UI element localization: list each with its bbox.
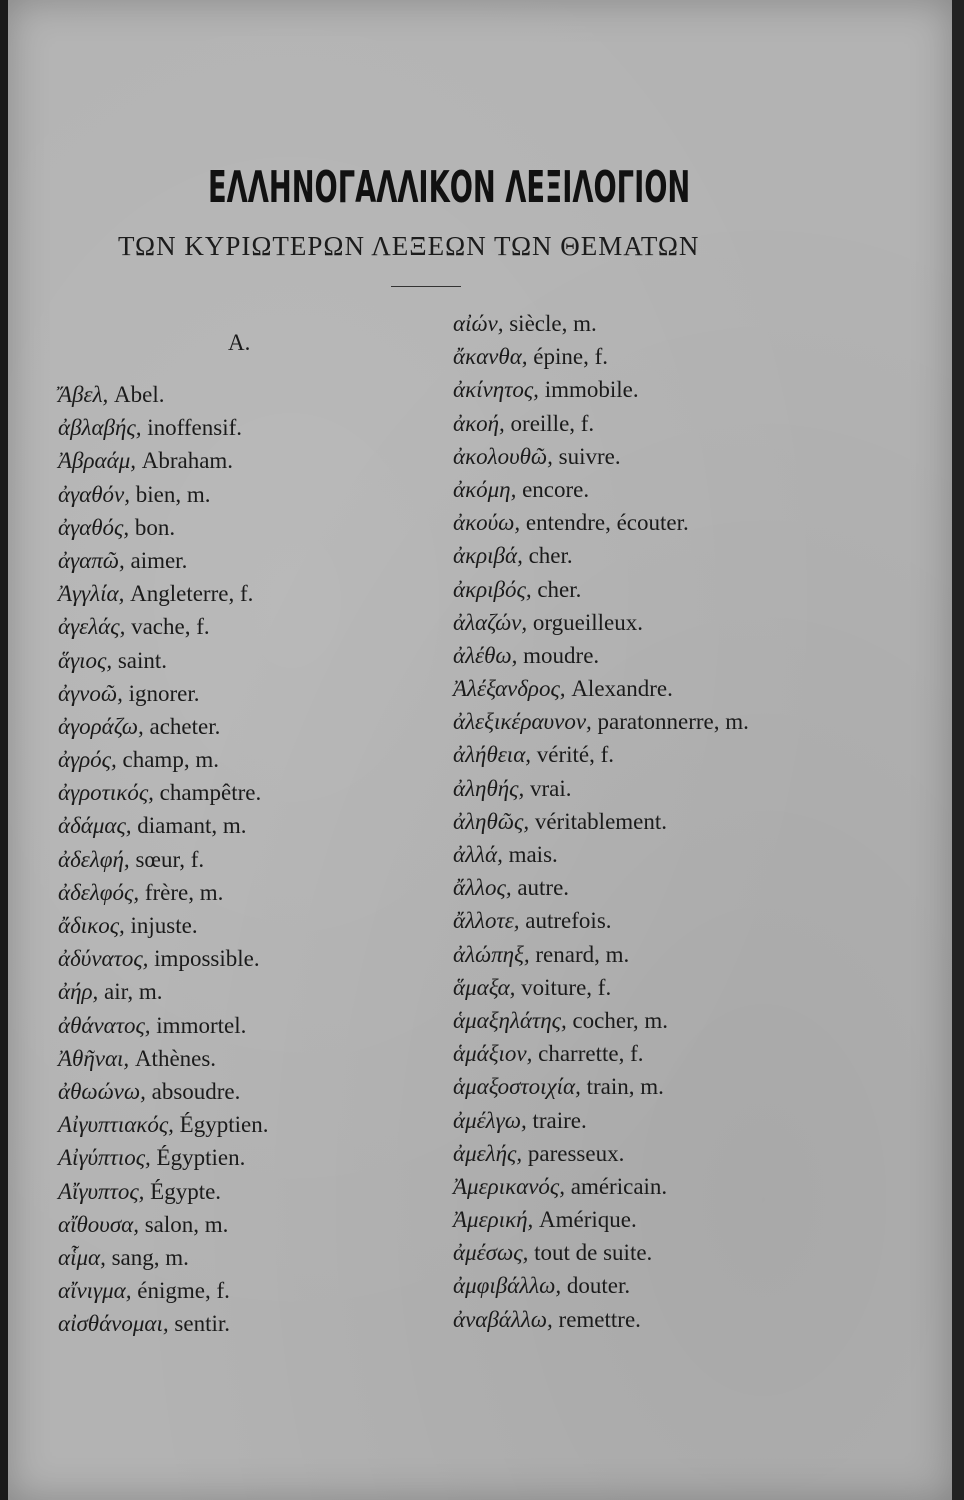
greek-headword: ἀμφιβάλλω,	[453, 1273, 562, 1299]
greek-headword: αἴθουσα,	[58, 1211, 139, 1237]
greek-headword: Ἀμερική,	[453, 1207, 534, 1233]
dictionary-entry	[453, 1170, 873, 1203]
dictionary-entry	[453, 440, 873, 473]
french-translation: charrette, f.	[532, 1041, 644, 1067]
dictionary-entry	[58, 1141, 418, 1174]
dictionary-entry	[58, 809, 418, 842]
french-translation: diamant, m.	[131, 813, 247, 839]
french-translation: salon, m.	[138, 1211, 229, 1237]
dictionary-entry	[58, 444, 418, 477]
dictionary-entry	[453, 340, 873, 373]
french-translation: impossible.	[148, 946, 260, 972]
dictionary-entry	[453, 871, 873, 904]
french-translation: saint.	[112, 647, 168, 673]
greek-headword: Ἀθῆναι,	[58, 1045, 130, 1071]
greek-headword: ἄδικος,	[58, 913, 125, 938]
french-translation: remettre.	[552, 1306, 641, 1332]
dictionary-entry	[453, 1203, 873, 1236]
dictionary-entry	[453, 1236, 873, 1269]
greek-headword: ἀλέθω,	[453, 642, 518, 668]
dictionary-entry	[58, 710, 418, 743]
french-translation: aimer.	[124, 547, 188, 573]
french-translation: autrefois.	[519, 908, 612, 934]
dictionary-entry	[58, 677, 418, 710]
dictionary-entry	[58, 577, 418, 610]
french-translation: cher.	[531, 576, 582, 602]
dictionary-page	[8, 0, 952, 1500]
french-translation: Abraham.	[135, 448, 234, 474]
french-translation: autre.	[511, 875, 570, 901]
greek-headword: ἀμέσως,	[453, 1240, 529, 1266]
dictionary-entry	[453, 606, 873, 639]
greek-headword: Ἀλέξανδρος,	[453, 676, 566, 702]
french-translation: énigme, f.	[131, 1278, 230, 1304]
left-column	[58, 378, 418, 1340]
french-translation: acheter.	[143, 713, 221, 739]
greek-headword: ἀδελφός,	[58, 879, 140, 905]
french-translation: vache, f.	[125, 614, 210, 640]
french-translation: sang, m.	[105, 1244, 189, 1270]
greek-headword: ἀλλά,	[453, 842, 503, 867]
greek-headword: ἀδύνατος,	[58, 946, 149, 972]
section-letter: A.	[228, 330, 251, 355]
greek-headword: Ἄβελ,	[58, 382, 109, 407]
greek-headword: ἀγρός,	[58, 747, 117, 773]
french-translation: orgueilleux.	[527, 609, 643, 635]
dictionary-entry	[453, 1137, 873, 1170]
french-translation: bien, m.	[129, 481, 211, 507]
dictionary-entry	[58, 942, 418, 975]
french-translation: américain.	[565, 1173, 668, 1199]
french-translation: siècle, m.	[503, 311, 597, 336]
greek-headword: ἀκριβός,	[453, 576, 532, 602]
greek-headword: ἀκίνητος,	[453, 377, 539, 403]
dictionary-entry	[453, 705, 873, 738]
greek-headword: ἀήρ,	[58, 979, 99, 1005]
greek-headword: ἀναβάλλω,	[453, 1306, 553, 1332]
french-translation: Athènes.	[129, 1045, 217, 1071]
dictionary-entry	[453, 506, 873, 539]
title-divider	[391, 286, 461, 287]
dictionary-entry	[453, 1104, 873, 1137]
french-translation: champêtre.	[153, 780, 262, 806]
dictionary-entry	[58, 1274, 418, 1307]
french-translation: paratonnerre, m.	[591, 709, 749, 735]
dictionary-entry	[58, 743, 418, 776]
dictionary-entry	[58, 843, 418, 876]
dictionary-entry	[453, 1303, 873, 1336]
french-translation: entendre, écouter.	[520, 510, 689, 536]
dictionary-entry	[453, 672, 873, 705]
greek-headword: ἄλλοτε,	[453, 908, 520, 934]
greek-headword: Ἀμερικανός,	[453, 1173, 565, 1199]
greek-headword: ἀθάνατος,	[58, 1012, 151, 1038]
greek-headword: Αἰγύπτιος,	[58, 1145, 151, 1171]
page-edge	[952, 0, 964, 1500]
dictionary-entry	[58, 975, 418, 1008]
french-translation: sentir.	[168, 1311, 230, 1337]
greek-headword: ἀβλαβής,	[58, 415, 142, 441]
dictionary-entry	[58, 1175, 418, 1208]
greek-headword: ἀλώπηξ,	[453, 941, 530, 967]
greek-headword: ἁμαξοστοιχία,	[453, 1074, 581, 1100]
french-translation: champ, m.	[116, 747, 219, 773]
greek-headword: ἀγνοῶ,	[58, 680, 123, 706]
greek-headword: ἀλήθεια,	[453, 742, 532, 768]
greek-headword: ἀμελής,	[453, 1140, 523, 1166]
greek-headword: αἰών,	[453, 311, 504, 336]
greek-headword: Αἰγυπτιακός,	[58, 1112, 174, 1138]
dictionary-entry	[58, 1307, 418, 1340]
french-translation: immobile.	[538, 377, 639, 403]
french-translation: épine, f.	[527, 344, 608, 370]
dictionary-entry	[453, 738, 873, 771]
greek-headword: ἀμέλγω,	[453, 1107, 527, 1133]
french-translation: injuste.	[124, 913, 198, 938]
page-subtitle: ΤΩΝ ΚΥΡΙΩΤΕΡΩΝ ΛΕΞΕΩΝ ΤΩΝ ΘΕΜΑΤΩΝ	[118, 231, 700, 261]
dictionary-entry	[58, 1108, 418, 1141]
dictionary-entry	[453, 1037, 873, 1070]
french-translation: renard, m.	[529, 941, 630, 967]
greek-headword: ἅγιος,	[58, 647, 113, 673]
french-translation: Égypte.	[144, 1178, 222, 1204]
french-translation: tout de suite.	[528, 1240, 653, 1266]
greek-headword: ἀθωώνω,	[58, 1078, 146, 1104]
greek-headword: ἀγαπῶ,	[58, 547, 125, 573]
french-translation: vérité, f.	[531, 742, 615, 768]
french-translation: paresseux.	[522, 1140, 625, 1166]
dictionary-entry	[453, 838, 873, 871]
french-translation: train, m.	[580, 1074, 664, 1100]
dictionary-entry	[453, 1070, 873, 1103]
french-translation: mais.	[502, 842, 558, 867]
french-translation: Égyptien.	[173, 1112, 269, 1138]
greek-headword: ἀγοράζω,	[58, 713, 144, 739]
greek-headword: Αἴγυπτος,	[58, 1178, 145, 1204]
dictionary-entry	[58, 876, 418, 909]
dictionary-entry	[58, 378, 418, 411]
greek-headword: αἷμα,	[58, 1244, 106, 1270]
french-translation: moudre.	[517, 642, 600, 668]
dictionary-entry	[453, 373, 873, 406]
dictionary-entry	[453, 539, 873, 572]
greek-headword: ἀκριβά,	[453, 543, 523, 569]
greek-headword: ἀγροτικός,	[58, 780, 154, 806]
dictionary-entry	[58, 610, 418, 643]
french-translation: Abel.	[108, 382, 165, 407]
greek-headword: ἀληθῶς,	[453, 808, 530, 834]
dictionary-entry	[453, 971, 873, 1004]
french-translation: Alexandre.	[565, 676, 673, 702]
french-translation: bon.	[129, 514, 176, 540]
dictionary-entry	[58, 909, 418, 942]
french-translation: encore.	[516, 476, 590, 502]
dictionary-entry	[58, 511, 418, 544]
french-translation: air, m.	[98, 979, 163, 1005]
dictionary-entry	[58, 411, 418, 444]
greek-headword: Ἀβραάμ,	[58, 448, 136, 474]
french-translation: cher.	[522, 543, 573, 569]
french-translation: Égyptien.	[150, 1145, 246, 1171]
greek-headword: ἀλεξικέραυνον,	[453, 709, 592, 735]
french-translation: cocher, m.	[566, 1007, 668, 1033]
french-translation: absoudre.	[145, 1078, 241, 1104]
dictionary-entry	[58, 776, 418, 809]
french-translation: traire.	[526, 1107, 587, 1133]
greek-headword: ἀκοή,	[453, 410, 505, 436]
french-translation: sœur, f.	[129, 846, 205, 872]
dictionary-entry	[453, 473, 873, 506]
greek-headword: ἀλαζών,	[453, 609, 528, 635]
greek-headword: Ἀγγλία,	[58, 581, 125, 607]
dictionary-entry	[453, 1004, 873, 1037]
dictionary-entry	[453, 307, 873, 340]
french-translation: Amérique.	[533, 1207, 637, 1233]
greek-headword: ἁμάξιον,	[453, 1041, 533, 1067]
french-translation: ignorer.	[122, 680, 200, 706]
dictionary-entry	[453, 772, 873, 805]
greek-headword: ἄλλος,	[453, 875, 512, 901]
french-translation: véritablement.	[529, 808, 668, 834]
dictionary-entry	[453, 805, 873, 838]
french-translation: suivre.	[552, 443, 621, 469]
greek-headword: ἀγελάς,	[58, 614, 126, 640]
dictionary-entry	[58, 1042, 418, 1075]
greek-headword: ἀδάμας,	[58, 813, 132, 839]
dictionary-entry	[58, 1241, 418, 1274]
french-translation: immortel.	[150, 1012, 247, 1038]
greek-headword: αἰσθάνομαι,	[58, 1311, 169, 1337]
french-translation: Angleterre, f.	[124, 581, 254, 607]
french-translation: voiture, f.	[515, 974, 612, 1000]
dictionary-entry	[453, 938, 873, 971]
dictionary-entry	[453, 1269, 873, 1302]
dictionary-entry	[58, 644, 418, 677]
french-translation: frère, m.	[139, 879, 224, 905]
dictionary-entry	[58, 478, 418, 511]
dictionary-entry	[58, 1208, 418, 1241]
greek-headword: ἀκολουθῶ,	[453, 443, 553, 469]
greek-headword: ἄκανθα,	[453, 344, 528, 370]
dictionary-entry	[453, 407, 873, 440]
greek-headword: ἀδελφή,	[58, 846, 130, 872]
greek-headword: αἴνιγμα,	[58, 1278, 132, 1304]
dictionary-entry	[453, 639, 873, 672]
greek-headword: ἀγαθόν,	[58, 481, 130, 507]
greek-headword: ἁμαξηλάτης,	[453, 1007, 567, 1033]
page-title: ΕΛΛΗΝΟΓΑΛΛΙΚΟΝ ΛΕΞΙΛΟΓΙΟΝ	[208, 162, 691, 213]
dictionary-entry	[58, 544, 418, 577]
dictionary-entry	[453, 904, 873, 937]
dictionary-entry	[58, 1009, 418, 1042]
french-translation: oreille, f.	[504, 410, 595, 436]
greek-headword: ἀκόμη,	[453, 476, 517, 502]
greek-headword: ἅμαξα,	[453, 974, 516, 1000]
french-translation: vrai.	[524, 775, 572, 801]
right-column	[453, 307, 873, 1336]
french-translation: inoffensif.	[141, 415, 243, 441]
french-translation: douter.	[561, 1273, 631, 1299]
greek-headword: ἀληθής,	[453, 775, 525, 801]
dictionary-entry	[453, 573, 873, 606]
greek-headword: ἀγαθός,	[58, 514, 130, 540]
greek-headword: ἀκούω,	[453, 510, 521, 536]
dictionary-entry	[58, 1075, 418, 1108]
